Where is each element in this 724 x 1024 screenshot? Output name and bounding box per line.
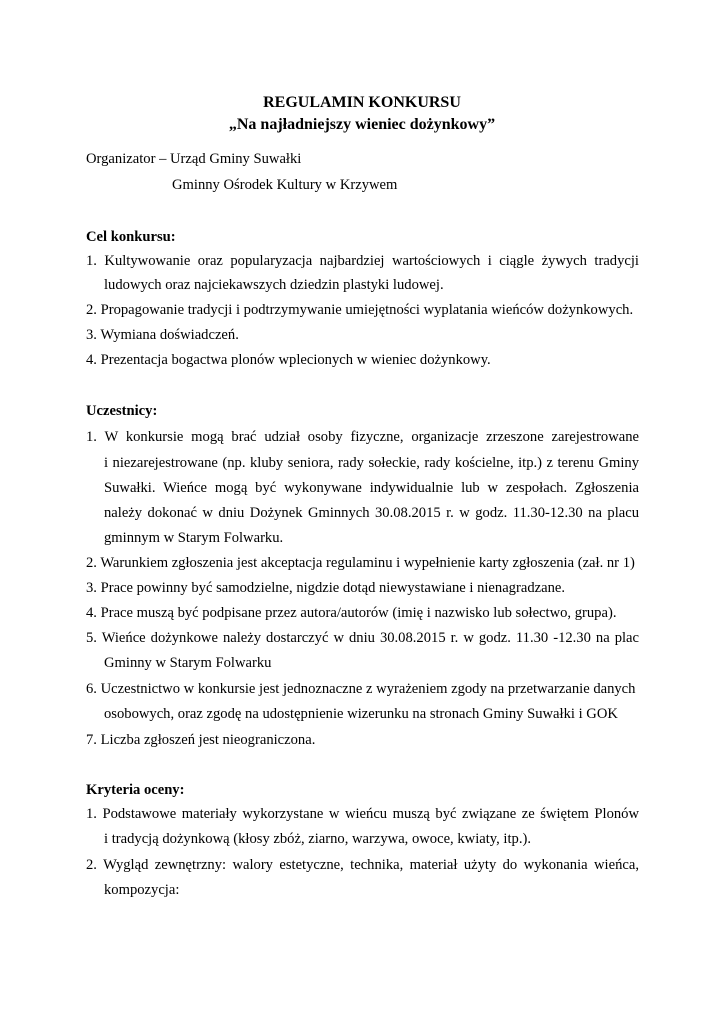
participants-item-1-cont: należy dokonać w dniu Dożynek Gminnych 30.08.2015 r. w godz. 11.30-12.30 na placu: [104, 505, 639, 521]
participants-heading: Uczestnicy:: [86, 403, 158, 419]
participants-item-6-cont: osobowych, oraz zgodę na udostępnienie wizerunku na stronach Gminy Suwałki i GOK: [104, 706, 618, 722]
goal-item-1: 1. Kultywowanie oraz popularyzacja najbardziej wartościowych i ciągle żywych tradycji: [86, 253, 639, 269]
participants-item-1: 1. W konkursie mogą brać udział osoby fizyczne, organizacje zrzeszone zarejestrowane: [86, 429, 639, 445]
participants-item-7: 7. Liczba zgłoszeń jest nieograniczona.: [86, 732, 316, 748]
criteria-item-2: 2. Wygląd zewnętrzny: walory estetyczne, technika, materiał użyty do wykonania wieńca,: [86, 857, 639, 873]
goal-item-3: 3. Wymiana doświadczeń.: [86, 327, 239, 343]
criteria-item-1-cont: i tradycją dożynkową (kłosy zbóż, ziarno, warzywa, owoce, kwiaty, itp.).: [104, 831, 531, 847]
participants-item-2: 2. Warunkiem zgłoszenia jest akceptacja regulaminu i wypełnienie karty zgłoszenia (zał. nr 1): [86, 555, 635, 571]
organizer-line: Organizator – Urząd Gminy Suwałki: [86, 151, 302, 167]
document-title: REGULAMIN KONKURSU: [263, 94, 461, 111]
participants-item-5-cont: Gminny w Starym Folwarku: [104, 655, 272, 671]
contest-name: „Na najładniejszy wieniec dożynkowy”: [228, 116, 496, 133]
criteria-item-1: 1. Podstawowe materiały wykorzystane w wieńcu muszą być związane ze świętem Plonów: [86, 806, 639, 822]
goal-item-2: 2. Propagowanie tradycji i podtrzymywanie umiejętności wyplatania wieńców dożynkowych.: [86, 302, 634, 318]
participants-item-1-cont: i niezarejestrowane (np. kluby seniora, rady sołeckie, rady kościelne, itp.) z terenu Gminy: [104, 455, 639, 471]
participants-item-5: 5. Wieńce dożynkowe należy dostarczyć w dniu 30.08.2015 r. w godz. 11.30 -12.30 na plac: [86, 630, 639, 646]
participants-item-4: 4. Prace muszą być podpisane przez autora/autorów (imię i nazwisko lub sołectwo, grupa).: [86, 605, 617, 621]
goal-item-4: 4. Prezentacja bogactwa plonów wplecionych w wieniec dożynkowy.: [86, 352, 491, 368]
goal-item-1-cont: ludowych oraz najciekawszych dziedzin plastyki ludowej.: [104, 277, 444, 293]
criteria-item-2-cont: kompozycja:: [104, 882, 180, 898]
goal-heading: Cel konkursu:: [86, 229, 176, 245]
organizer-second: Gminny Ośrodek Kultury w Krzywem: [172, 177, 398, 193]
participants-item-1-cont: Suwałki. Wieńce mogą być wykonywane indywidualnie lub w zespołach. Zgłoszenia: [104, 480, 639, 496]
participants-item-6: 6. Uczestnictwo w konkursie jest jednoznaczne z wyrażeniem zgody na przetwarzanie danych: [86, 681, 636, 697]
participants-item-3: 3. Prace powinny być samodzielne, nigdzie dotąd niewystawiane i nienagradzane.: [86, 580, 565, 596]
participants-item-1-cont: gminnym w Starym Folwarku.: [104, 530, 284, 546]
criteria-heading: Kryteria oceny:: [86, 782, 185, 798]
